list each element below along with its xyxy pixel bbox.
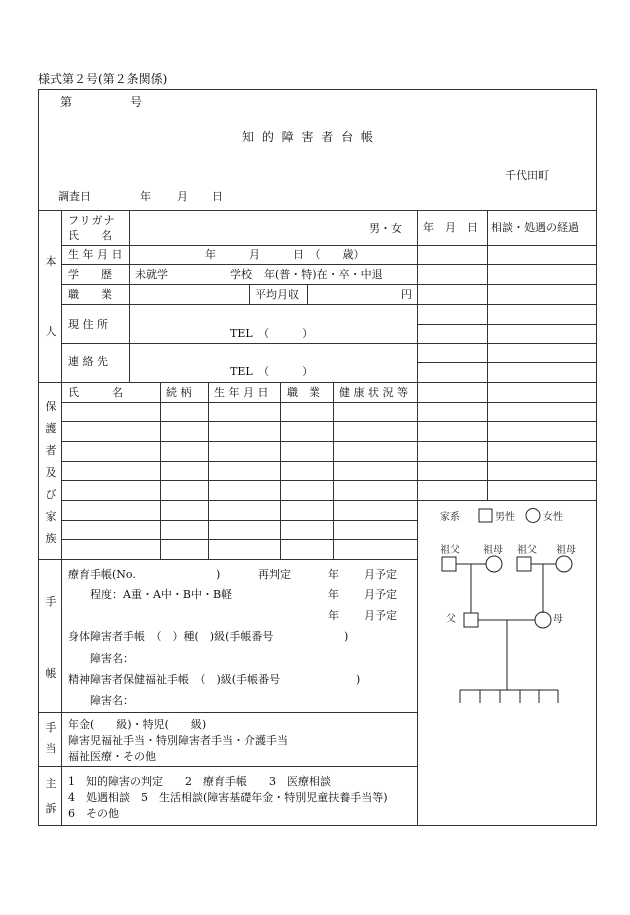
page-title: 知 的 障 害 者 台 帳 <box>242 130 375 144</box>
consult-history-header: 相談・処遇の経過 <box>491 221 579 234</box>
section-hogosha-2: 護 <box>45 422 57 435</box>
job-label: 職 業 <box>68 288 112 301</box>
sofu-icon-2 <box>517 557 531 571</box>
allowance-line-2: 障害児福祉手当・特別障害者手当・介護手当 <box>68 734 288 747</box>
section-hogosha-7: 族 <box>45 532 57 545</box>
sofu-label-2: 祖父 <box>517 545 537 556</box>
survey-month: 月 <box>177 190 188 203</box>
rule <box>61 421 417 422</box>
sex-field: 男・女 <box>369 222 402 235</box>
section-teate-2: 当 <box>45 742 57 755</box>
rule <box>417 461 597 462</box>
rule <box>61 343 417 344</box>
number-dai: 第 <box>60 95 73 109</box>
rule <box>61 539 417 540</box>
address-label: 現 住 所 <box>68 318 108 331</box>
female-legend-icon <box>526 509 540 523</box>
shogai-name-1: 障害名： <box>90 652 134 665</box>
allowance-line-3: 福祉医療・その他 <box>68 750 156 763</box>
seishin-label: 精神障害者保健福祉手帳 （ )級(手帳番号 <box>68 673 281 686</box>
family-relation-header: 続 柄 <box>166 386 192 399</box>
education-school: 学校 <box>230 268 252 281</box>
rule <box>61 245 417 246</box>
rule <box>61 284 417 285</box>
rule <box>129 210 130 382</box>
sofu-icon-1 <box>442 557 456 571</box>
section-teate-1: 手 <box>45 721 57 734</box>
rule <box>61 461 417 462</box>
family-health-header: 健 康 状 況 等 <box>339 386 408 399</box>
rule <box>417 421 597 422</box>
rule <box>417 304 597 305</box>
rule <box>38 210 597 211</box>
section-hogosha-5: び <box>45 488 57 501</box>
mother-icon <box>535 612 551 628</box>
complaint-line-1: 1 知的障害の判定 2 療育手帳 3 医療相談 <box>68 775 331 788</box>
contact-label: 連 絡 先 <box>68 355 108 368</box>
education-none: 未就学 <box>135 268 168 281</box>
rule <box>417 362 597 363</box>
rule <box>307 284 308 304</box>
rule <box>417 441 597 442</box>
rule <box>160 382 161 559</box>
male-legend-icon <box>479 509 492 522</box>
section-shuso-2: 訴 <box>45 802 57 815</box>
male-legend-label: 男性 <box>495 512 515 523</box>
complaint-line-2: 4 処遇相談 5 生活相談(障害基礎年金・特別児童扶養手当等) <box>68 791 388 804</box>
rule <box>417 343 597 344</box>
birth-value: 年 月 日 （ 歳） <box>205 248 365 261</box>
section-honnin-2: 人 <box>45 325 57 338</box>
rule <box>417 264 597 265</box>
plan-year-2: 年 <box>328 588 339 601</box>
shintai-label: 身体障害者手帳 （ ）種( )級(手帳番号 <box>68 630 274 643</box>
section-techo-1: 手 <box>45 595 57 608</box>
family-job-header: 職 業 <box>287 386 320 399</box>
complaint-line-3: 6 その他 <box>68 807 119 820</box>
family-tree-diagram <box>420 500 597 710</box>
shogai-name-2: 障害名： <box>90 694 134 707</box>
plan-month-3: 月予定 <box>364 609 397 622</box>
plan-month-2: 月予定 <box>364 588 397 601</box>
plan-month-1: 月予定 <box>364 568 397 581</box>
rule <box>38 382 597 383</box>
rehantei-label: 再判定 <box>258 568 291 581</box>
rule <box>417 402 597 403</box>
form-frame <box>38 89 597 826</box>
rule <box>61 500 417 501</box>
plan-year-1: 年 <box>328 568 339 581</box>
name-label: 氏 名 <box>68 229 112 242</box>
ryoiku-close: ) <box>216 568 221 581</box>
plan-year-3: 年 <box>328 609 339 622</box>
address-tel: TEL （ ） <box>230 327 314 340</box>
father-icon <box>464 613 478 627</box>
family-tree-keikei: 家系 <box>440 512 460 523</box>
rule <box>61 402 417 403</box>
degree-options: 程度：A重・A中・B中・B軽 <box>90 588 233 601</box>
sofu-label-1: 祖父 <box>440 545 460 556</box>
sobo-icon-2 <box>556 556 572 572</box>
rule <box>417 324 597 325</box>
education-label: 学 歴 <box>68 268 112 281</box>
survey-day: 日 <box>212 190 223 203</box>
rule <box>38 559 417 560</box>
allowance-line-1: 年金( 級)・特児( 級) <box>68 718 207 731</box>
income-label: 平均月収 <box>255 288 299 301</box>
rule <box>417 210 418 826</box>
sobo-label-1: 祖母 <box>483 545 503 556</box>
sobo-label-2: 祖母 <box>556 545 576 556</box>
rule <box>417 480 597 481</box>
rule <box>61 210 62 826</box>
rule <box>249 284 250 304</box>
section-hogosha-4: 及 <box>45 466 57 479</box>
family-name-header: 氏 名 <box>68 386 123 399</box>
family-birth-header: 生 年 月 日 <box>214 386 269 399</box>
survey-label: 調査日 <box>58 190 91 203</box>
contact-tel: TEL （ ） <box>230 365 314 378</box>
furigana-label: フリガナ <box>68 214 116 227</box>
section-shuso-1: 主 <box>45 777 57 790</box>
form-label: 様式第２号(第２条関係) <box>38 72 168 86</box>
number-go: 号 <box>130 95 143 109</box>
rule <box>38 712 417 713</box>
rule <box>61 304 417 305</box>
rule <box>208 382 209 559</box>
sobo-icon-1 <box>486 556 502 572</box>
education-detail: 年(普・特)在・卒・中退 <box>264 268 383 281</box>
rule <box>487 210 488 500</box>
rule <box>333 382 334 559</box>
consult-date-header: 年 月 日 <box>423 221 478 234</box>
rule <box>61 480 417 481</box>
female-legend-label: 女性 <box>543 512 563 523</box>
rule <box>61 520 417 521</box>
town-name: 千代田町 <box>505 169 549 182</box>
section-hogosha-6: 家 <box>45 510 57 523</box>
mother-label: 母 <box>553 614 563 625</box>
seishin-close: ) <box>356 673 361 686</box>
section-techo-2: 帳 <box>45 667 57 680</box>
father-label: 父 <box>446 614 456 625</box>
shintai-close: ) <box>344 630 349 643</box>
rule <box>280 382 281 559</box>
section-honnin-1: 本 <box>45 255 57 268</box>
section-hogosha-3: 者 <box>45 444 57 457</box>
rule <box>61 264 417 265</box>
income-unit: 円 <box>401 288 412 301</box>
rule <box>61 441 417 442</box>
rule <box>38 766 417 767</box>
section-hogosha-1: 保 <box>45 400 57 413</box>
birth-label: 生 年 月 日 <box>68 248 123 261</box>
ryoiku-label: 療育手帳(No. <box>68 568 136 581</box>
survey-year: 年 <box>140 190 151 203</box>
rule <box>417 284 597 285</box>
rule <box>417 245 597 246</box>
